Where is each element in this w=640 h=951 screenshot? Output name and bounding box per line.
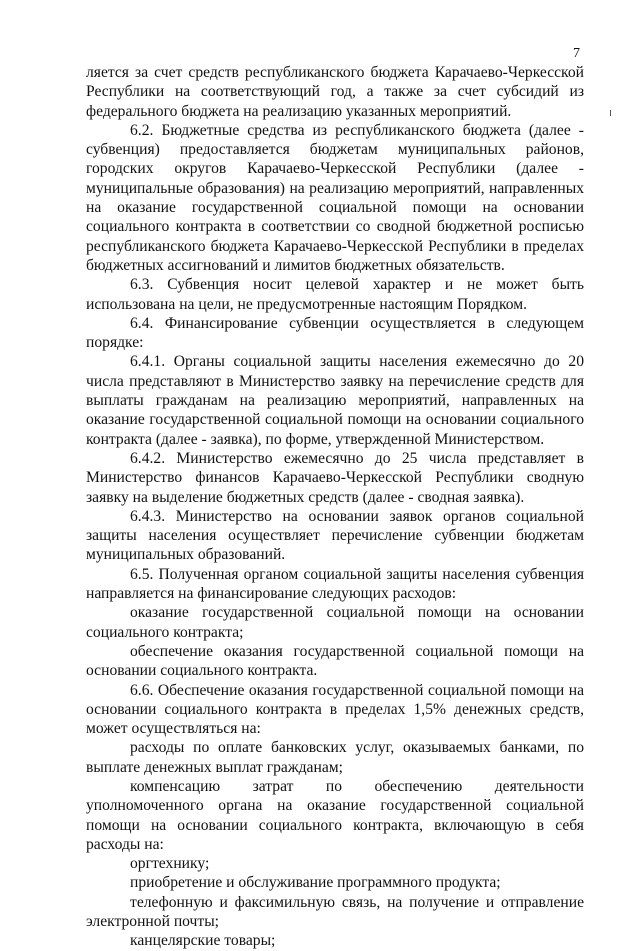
list-item-social-assistance: оказание государственной социальной помощи на основании социального контракта; bbox=[86, 604, 584, 641]
document-body bbox=[86, 63, 584, 951]
list-item-communications: телефонную и факсимильную связь, на получение и отправление электронной почты; bbox=[86, 893, 584, 931]
list-item-bank-fees: расходы по оплате банковских услуг, оказываемых банками, по выплате денежных выплат гражданам; bbox=[86, 739, 584, 776]
list-item-software: приобретение и обслуживание программного продукта; bbox=[130, 874, 501, 892]
paragraph-6-3: 6.3. Субвенция носит целевой характер и не может быть использована на цели, не предусмотренные настоящим Порядком. bbox=[86, 276, 584, 313]
page-number: 7 bbox=[573, 46, 580, 61]
list-item-assistance-provision: обеспечение оказания государственной социальной помощи на основании социального контракта. bbox=[86, 642, 584, 680]
paragraph-continuation: ляется за счет средств республиканского бюджета Карачаево-Черкесской Республики на соответствующий год, а также за счет субсидий из федерального бюджета на реализацию указанных мероприятий. bbox=[86, 64, 584, 120]
paragraph-6-5: 6.5. Полученная органом социальной защиты населения субвенция направляется на финансирование следующих расходов: bbox=[86, 565, 584, 603]
paragraph-6-4-3: 6.4.3. Министерство на основании заявок органов социальной защиты населения осуществляет перечисление субвенции бюджетам муниципальных образований. bbox=[86, 507, 584, 564]
list-item-cost-compensation: компенсацию затрат по обеспечению деятельности уполномоченного органа на оказание государственной социальной помощи на основании социального контракта, включающую в себя расходы на: bbox=[86, 777, 584, 853]
list-item-office-equipment: оргтехнику; bbox=[130, 855, 210, 873]
margin-mark bbox=[610, 110, 611, 116]
paragraph-6-2: 6.2. Бюджетные средства из республиканского бюджета (далее - субвенция) предоставляется бюджетам муниципальных районов, городских округов Карачаево-Черкесской Республики (далее - муниципальные образования) на реализацию мероприятий, направленных на оказание государственной социальной помощи на основании социального контракта в соответствии со сводной бюджетной росписью республиканского бюджета Карачаево-Черкесской Республики в пределах бюджетных ассигнований и лимитов бюджетных обязательств. bbox=[86, 121, 584, 274]
paragraph-6-6: 6.6. Обеспечение оказания государственной социальной помощи на основании социального контракта в пределах 1,5% денежных средств, может осуществляться на: bbox=[86, 681, 584, 738]
paragraph-6-4: 6.4. Финансирование субвенции осуществляется в следующем порядке: bbox=[86, 314, 584, 352]
list-item-stationery: канцелярские товары; bbox=[130, 932, 276, 950]
paragraph-6-4-1: 6.4.1. Органы социальной защиты населения ежемесячно до 20 числа представляют в Министерство заявку на перечисление средств для выплаты гражданам на реализацию мероприятий, направленных на оказание государственной социальной помощи на основании социального контракта (далее - заявка), по форме, утвержденной Министерством. bbox=[86, 353, 584, 448]
paragraph-6-4-2: 6.4.2. Министерство ежемесячно до 25 числа представляет в Министерство финансов Карачаево-Черкесской Республики сводную заявку на выделение бюджетных средств (далее - сводная заявка). bbox=[86, 449, 584, 506]
